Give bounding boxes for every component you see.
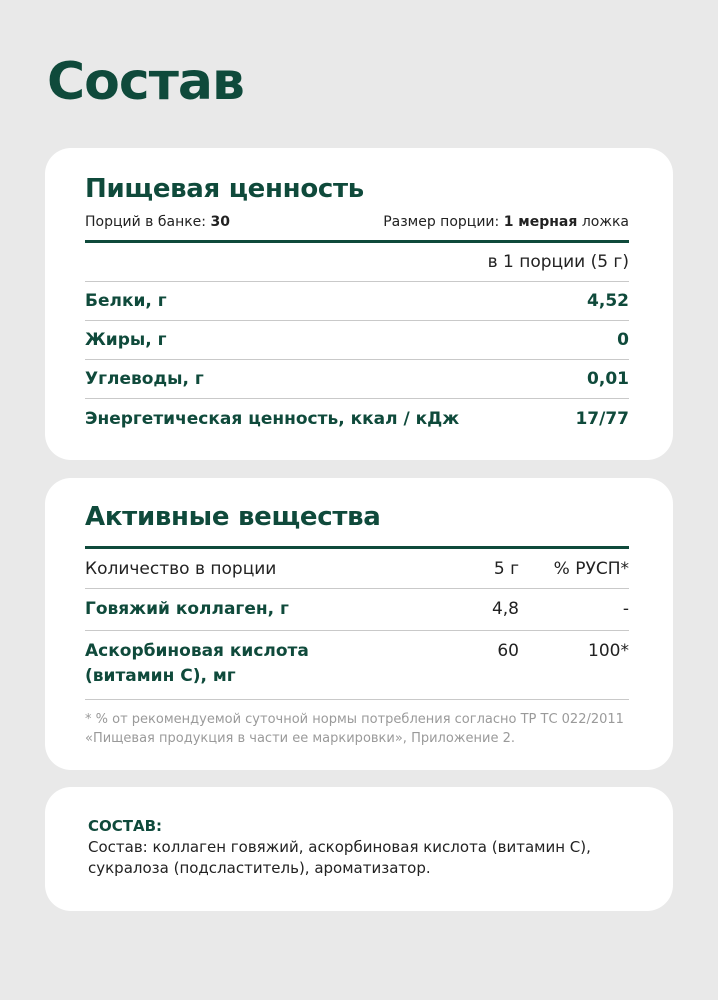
nutrition-row xyxy=(85,321,629,360)
active-substance-label: Аскорбиновая кислота (витамин С), мг xyxy=(85,641,309,686)
active-header-label: Количество в порции xyxy=(85,558,277,579)
active-title: Активные вещества xyxy=(85,502,381,532)
portion-unit: ложка xyxy=(581,214,629,230)
active-substance-rusp: - xyxy=(622,599,629,619)
rusp-footnote: * % от рекомендуемой суточной нормы потребления согласно ТР ТС 022/2011 «Пищевая продукция в части ее маркировки», Приложение 2. xyxy=(85,712,624,746)
nutrient-label: Белки, г xyxy=(85,291,167,311)
portion-info xyxy=(383,214,629,230)
active-substance-dose: 60 xyxy=(497,641,519,661)
active-substance-dose: 4,8 xyxy=(491,599,519,619)
servings-value: 30 xyxy=(210,214,230,230)
nutrient-value: 4,52 xyxy=(587,291,629,311)
nutrition-card xyxy=(45,148,673,460)
active-header-row xyxy=(85,549,629,589)
nutrient-label: Жиры, г xyxy=(85,330,167,350)
portion-value: 1 мерная xyxy=(503,214,578,230)
servings-label: Порций в банке: xyxy=(85,214,207,230)
nutrient-label: Энергетическая ценность, ккал / кДж xyxy=(85,408,460,429)
composition-title: СОСТАВ: xyxy=(88,817,163,835)
page-title: Состав xyxy=(47,52,244,112)
nutrition-title: Пищевая ценность xyxy=(85,174,364,204)
servings-info xyxy=(85,214,230,230)
nutrient-label: Углеводы, г xyxy=(85,369,204,389)
nutrition-row xyxy=(85,399,629,438)
nutrient-value: 0,01 xyxy=(587,369,629,389)
active-header-rusp: % РУСП* xyxy=(553,558,629,579)
active-substances-card xyxy=(45,478,673,770)
nutrition-meta xyxy=(85,214,629,230)
active-row xyxy=(85,589,629,631)
nutrition-column-header xyxy=(85,243,629,282)
portion-label: Размер порции: xyxy=(383,214,500,230)
composition-text: Состав: коллаген говяжий, аскорбиновая кислота (витамин С), сукралоза (подсластитель), ароматизатор. xyxy=(88,838,591,877)
nutrition-row xyxy=(85,360,629,399)
column-header-label: в 1 порции (5 г) xyxy=(487,252,629,272)
composition-card xyxy=(45,787,673,911)
active-substance-rusp: 100* xyxy=(588,641,629,661)
active-header-dose: 5 г xyxy=(493,558,519,579)
nutrient-value: 17/77 xyxy=(575,408,629,429)
active-row xyxy=(85,631,629,700)
nutrient-value: 0 xyxy=(617,330,629,350)
active-substance-label: Говяжий коллаген, г xyxy=(85,599,289,619)
nutrition-row xyxy=(85,282,629,321)
